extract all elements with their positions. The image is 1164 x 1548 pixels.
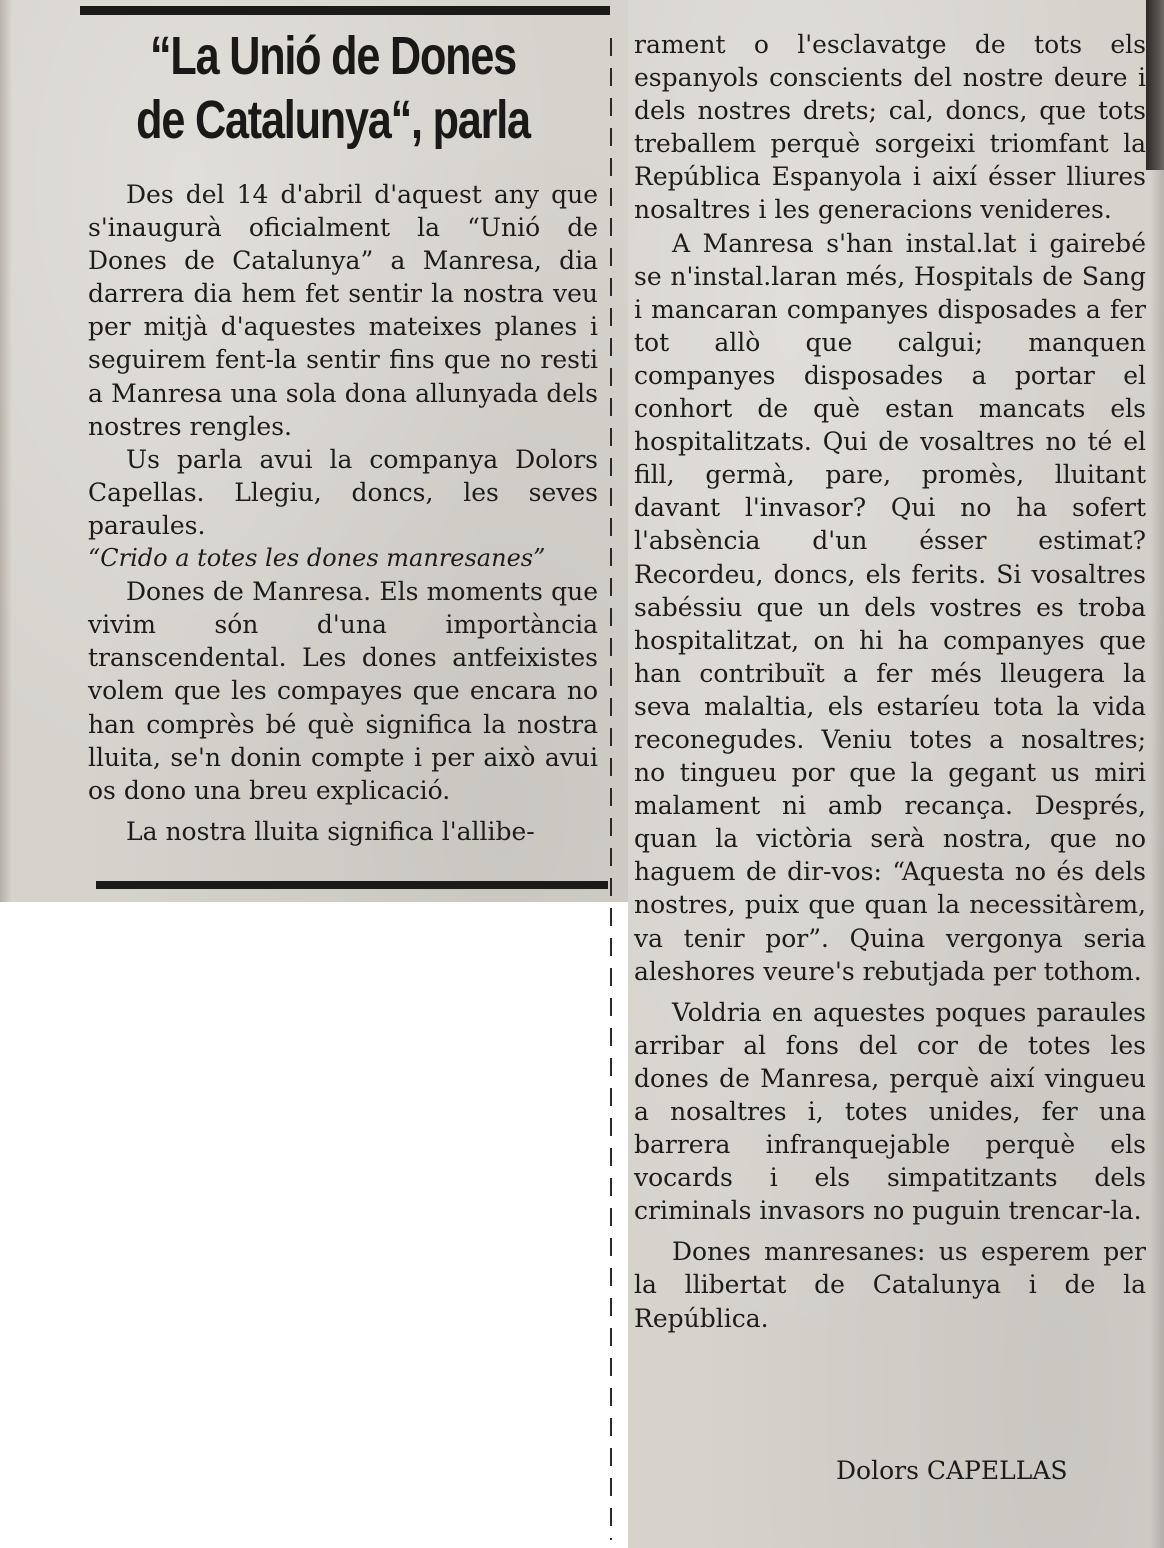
article-headline: “La Unió de Dones de Catalunya“, parla	[136, 26, 530, 150]
article-column-right	[634, 28, 1146, 1335]
article-subheading: “Crido a totes les dones manresanes”	[88, 544, 546, 573]
paragraph: La nostra lluita significa l'allibe-	[126, 816, 535, 846]
article-signature: Dolors CAPELLAS	[836, 1456, 1068, 1485]
paper-edge-shadow	[0, 0, 12, 902]
paper-edge-shadow-right	[1150, 170, 1164, 1548]
article-column-left	[88, 178, 598, 848]
paragraph: Us parla avui la companya Dolors Capellas. Llegiu, doncs, les seves paraules.	[88, 444, 598, 540]
paragraph: Des del 14 d'abril d'aquest any que s'inaugurà oficialment la “Unió de Dones de Catalunya” a Manresa, dia darrera dia hem fet sentir la nostra veu per mitjà d'aquestes mateixes planes i seguirem fent-la sentir fins que no resti a Manresa una sola dona allunyada dels nostres rengles.	[88, 180, 598, 441]
column-divider	[610, 38, 612, 1540]
paragraph: rament o l'esclavatge de tots els espanyols conscients del nostre deure i dels nostres drets; cal, doncs, que tots treballem perquè sorgeixi triomfant la República Espanyola i així ésser lliures nosaltres i les generacions venideres.	[634, 30, 1146, 225]
bottom-rule	[96, 881, 608, 889]
paragraph: Dones manresanes: us esperem per la llibertat de Catalunya i de la República.	[634, 1237, 1146, 1333]
neighbouring-column-edge	[1146, 0, 1164, 170]
top-rule	[80, 6, 610, 15]
paragraph: Voldria en aquestes poques paraules arribar al fons del cor de totes les dones de Manresa, perquè així vingueu a nosaltres i, totes unides, fer una barrera infranquejable perquè els vocards i els simpatitzants dels criminals invasors no puguin trencar-la.	[634, 997, 1146, 1226]
paragraph: A Manresa s'han instal.lat i gairebé se n'instal.laran més, Hospitals de Sang i mancaran companyes disposades a fer tot allò que calgui; manquen companyes disposades a portar el conhort de què estan mancats els hospitalitzats. Qui de vosaltres no té el fill, germà, pare, promès, lluitant davant l'invasor? Qui no ha sofert l'absència d'un ésser estimat? Recordeu, doncs, els ferits. Si vosaltres sabéssiu que un dels vostres es troba hospitalitzat, on hi ha companyes que han contribuït a fer més lleugera la seva malaltia, els estaríeu tota la vida reconegudes. Veniu totes a nosaltres; no tingueu por que la gegant us miri malament ni amb recança. Després, quan la victòria serà nostra, que no haguem de dir-vos: “Aquesta no és dels nostres, puix que quan la necessitàrem, va tenir por”. Quina vergonya seria aleshores veure's rebutjada per tothom.	[634, 228, 1146, 986]
paragraph: Dones de Manresa. Els moments que vivim són d'una importància transcendental. Les dones antfeixistes volem que les compayes que encara no han comprès bé què significa la nostra lluita, se'n donin compte i per això avui os dono una breu explicació.	[88, 577, 598, 805]
